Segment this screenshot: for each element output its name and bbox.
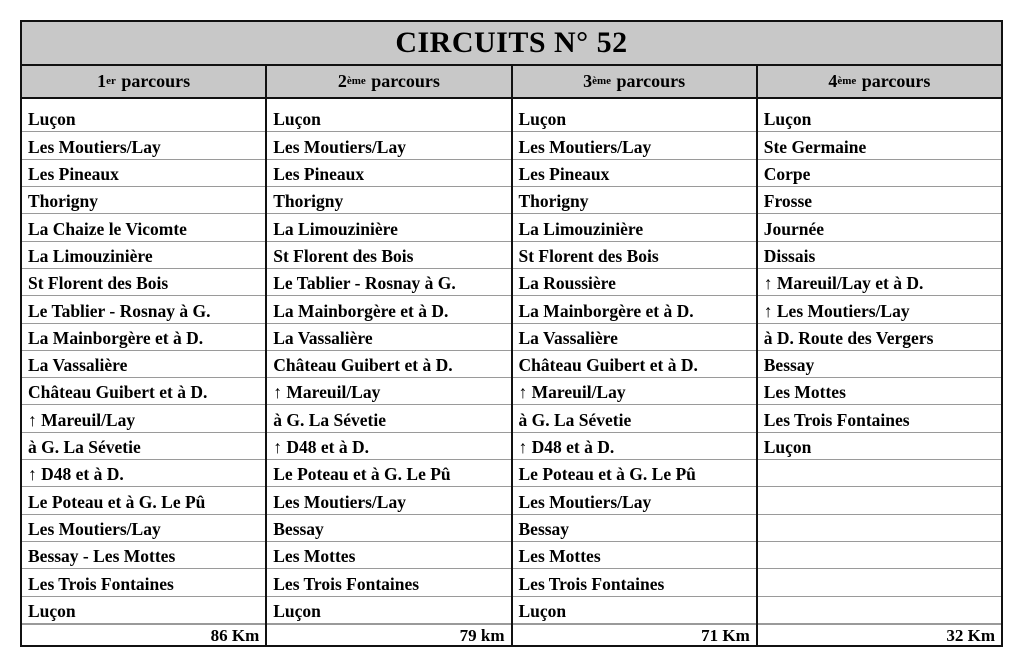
stop-row: St Florent des Bois bbox=[267, 242, 510, 269]
route-column-2 bbox=[267, 99, 512, 647]
stop-row: ↑ Mareuil/Lay bbox=[513, 378, 756, 405]
stop-row: Luçon bbox=[22, 597, 265, 624]
stop-row: Le Poteau et à G. Le Pû bbox=[513, 460, 756, 487]
column-header-4 bbox=[758, 66, 1001, 97]
header-label: parcours bbox=[121, 71, 191, 91]
stop-row: St Florent des Bois bbox=[513, 242, 756, 269]
stop-row: La Limouzinière bbox=[267, 214, 510, 241]
stop-row: Le Tablier - Rosnay à G. bbox=[22, 296, 265, 323]
stop-row: ↑ D48 et à D. bbox=[513, 433, 756, 460]
stop-row: Les Pineaux bbox=[267, 160, 510, 187]
stop-row: Luçon bbox=[513, 105, 756, 132]
header-label: parcours bbox=[861, 71, 931, 91]
stop-row: Les Moutiers/Lay bbox=[513, 487, 756, 514]
stop-list bbox=[758, 99, 1001, 624]
circuit-table bbox=[20, 20, 1003, 647]
stop-row: La Vassalière bbox=[513, 324, 756, 351]
stop-row: La Mainborgère et à D. bbox=[267, 296, 510, 323]
header-number: 3 bbox=[583, 71, 593, 91]
stop-row: Bessay bbox=[513, 515, 756, 542]
stop-row: Les Moutiers/Lay bbox=[267, 132, 510, 159]
header-ordinal: ème bbox=[592, 74, 611, 87]
stop-row: Les Trois Fontaines bbox=[513, 569, 756, 596]
stop-row: Luçon bbox=[513, 597, 756, 624]
stop-row: Frosse bbox=[758, 187, 1001, 214]
stop-row: La Vassalière bbox=[267, 324, 510, 351]
stop-row: à G. La Sévetie bbox=[513, 405, 756, 432]
stop-list bbox=[267, 99, 510, 624]
stop-row: La Vassalière bbox=[22, 351, 265, 378]
route-distance: 86 Km bbox=[22, 624, 265, 647]
stop-row: à G. La Sévetie bbox=[267, 405, 510, 432]
stop-row: à D. Route des Vergers bbox=[758, 324, 1001, 351]
stop-row: ↑ D48 et à D. bbox=[22, 460, 265, 487]
stop-row: Les Trois Fontaines bbox=[758, 405, 1001, 432]
stop-row: Luçon bbox=[758, 433, 1001, 460]
stop-row: St Florent des Bois bbox=[22, 269, 265, 296]
header-ordinal: er bbox=[106, 74, 116, 87]
stop-row: Les Trois Fontaines bbox=[267, 569, 510, 596]
stop-row: Les Pineaux bbox=[513, 160, 756, 187]
stop-row: Les Moutiers/Lay bbox=[22, 515, 265, 542]
stop-row: Le Poteau et à G. Le Pû bbox=[22, 487, 265, 514]
column-headers bbox=[22, 66, 1001, 99]
stop-row: La Mainborgère et à D. bbox=[22, 324, 265, 351]
stop-row: Thorigny bbox=[22, 187, 265, 214]
stop-row: Luçon bbox=[267, 597, 510, 624]
stop-row: Château Guibert et à D. bbox=[513, 351, 756, 378]
stop-row: Les Pineaux bbox=[22, 160, 265, 187]
stop-row: Les Moutiers/Lay bbox=[22, 132, 265, 159]
stop-row: Les Mottes bbox=[513, 542, 756, 569]
stop-row: Le Tablier - Rosnay à G. bbox=[267, 269, 510, 296]
stop-list bbox=[22, 99, 265, 624]
stop-row: La Limouzinière bbox=[513, 214, 756, 241]
stop-row: ↑ Les Moutiers/Lay bbox=[758, 296, 1001, 323]
route-distance: 32 Km bbox=[758, 624, 1001, 647]
stop-row: Luçon bbox=[22, 105, 265, 132]
header-number: 4 bbox=[828, 71, 838, 91]
stop-row: ↑ Mareuil/Lay bbox=[267, 378, 510, 405]
stop-row: Thorigny bbox=[267, 187, 510, 214]
stop-row: Les Moutiers/Lay bbox=[513, 132, 756, 159]
stop-row: La Mainborgère et à D. bbox=[513, 296, 756, 323]
route-distance: 71 Km bbox=[513, 624, 756, 647]
stop-row: à G. La Sévetie bbox=[22, 433, 265, 460]
stop-row: Le Poteau et à G. Le Pû bbox=[267, 460, 510, 487]
header-ordinal: ème bbox=[837, 74, 857, 87]
stop-row: Ste Germaine bbox=[758, 132, 1001, 159]
stop-row bbox=[758, 542, 1001, 569]
stop-row: Journée bbox=[758, 214, 1001, 241]
route-columns bbox=[22, 99, 1001, 647]
stop-row: Bessay bbox=[267, 515, 510, 542]
stop-row: La Limouzinière bbox=[22, 242, 265, 269]
stop-row: Thorigny bbox=[513, 187, 756, 214]
column-header-3 bbox=[513, 66, 758, 97]
route-column-4 bbox=[758, 99, 1001, 647]
stop-row: Luçon bbox=[267, 105, 510, 132]
stop-row: ↑ D48 et à D. bbox=[267, 433, 510, 460]
table-title: CIRCUITS N° 52 bbox=[22, 22, 1001, 66]
stop-row bbox=[758, 460, 1001, 487]
stop-row bbox=[758, 515, 1001, 542]
stop-row: ↑ Mareuil/Lay et à D. bbox=[758, 269, 1001, 296]
stop-list bbox=[513, 99, 756, 624]
header-number: 1 bbox=[97, 71, 107, 91]
stop-row: Château Guibert et à D. bbox=[22, 378, 265, 405]
stop-row: Château Guibert et à D. bbox=[267, 351, 510, 378]
header-ordinal: ème bbox=[346, 74, 366, 87]
stop-row: ↑ Mareuil/Lay bbox=[22, 405, 265, 432]
stop-row bbox=[758, 487, 1001, 514]
stop-row: Bessay - Les Mottes bbox=[22, 542, 265, 569]
stop-row: La Roussière bbox=[513, 269, 756, 296]
stop-row: Dissais bbox=[758, 242, 1001, 269]
stop-row: Corpe bbox=[758, 160, 1001, 187]
stop-row: Les Mottes bbox=[758, 378, 1001, 405]
header-label: parcours bbox=[616, 71, 686, 91]
stop-row bbox=[758, 597, 1001, 624]
stop-row: Les Trois Fontaines bbox=[22, 569, 265, 596]
stop-row: Luçon bbox=[758, 105, 1001, 132]
route-column-3 bbox=[513, 99, 758, 647]
stop-row: Les Moutiers/Lay bbox=[267, 487, 510, 514]
column-header-1 bbox=[22, 66, 267, 97]
column-header-2 bbox=[267, 66, 512, 97]
route-column-1 bbox=[22, 99, 267, 647]
header-label: parcours bbox=[371, 71, 440, 91]
stop-row: La Chaize le Vicomte bbox=[22, 214, 265, 241]
stop-row bbox=[758, 569, 1001, 596]
header-number: 2 bbox=[337, 71, 347, 91]
stop-row: Les Mottes bbox=[267, 542, 510, 569]
stop-row: Bessay bbox=[758, 351, 1001, 378]
route-distance: 79 km bbox=[267, 624, 510, 647]
